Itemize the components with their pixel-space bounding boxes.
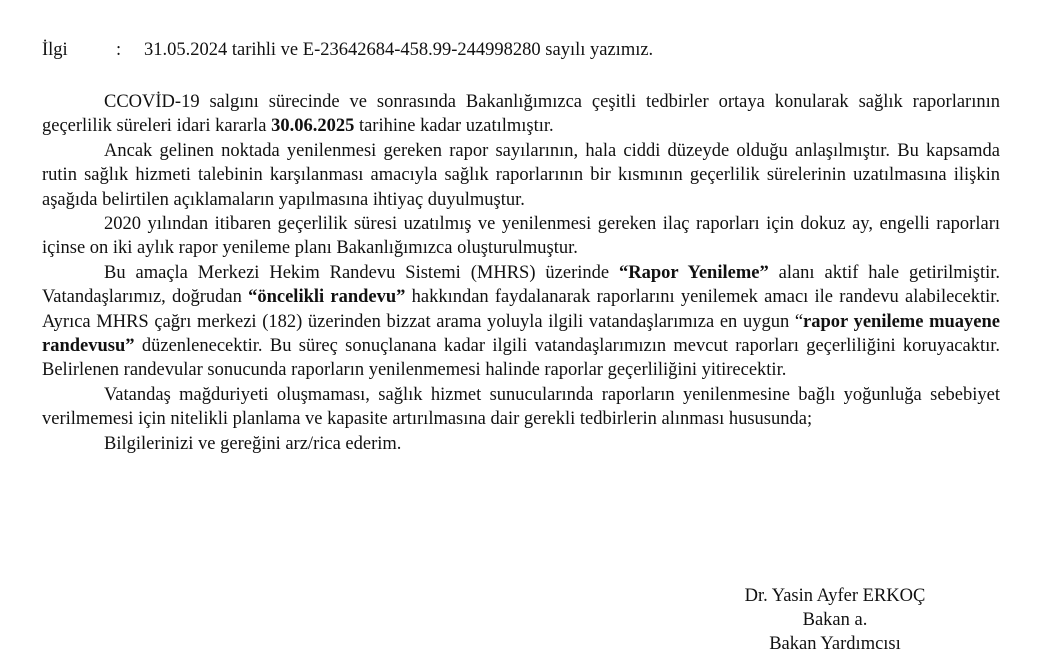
paragraph-4-bold-rapor-yenileme: “Rapor Yenileme” bbox=[619, 262, 769, 283]
paragraph-4-text-c: alanı aktif hale getirilmiştir. Vatandaşlarımız, doğrudan bbox=[42, 262, 1000, 308]
paragraph-1-date: 30.06.2025 bbox=[271, 116, 355, 137]
signatory-on-behalf: Bakan a. bbox=[802, 610, 868, 630]
reference-colon: : bbox=[116, 40, 122, 60]
paragraph-1 bbox=[42, 90, 1000, 139]
paragraph-6: Bilgilerinizi ve gereğini arz/rica ederim. bbox=[104, 433, 402, 454]
paragraph-2: Ancak gelinen noktada yenilenmesi gereken rapor sayılarının, hala ciddi düzeyde olduğu anlaşılmıştır. Bu kapsamda rutin sağlık hizmeti talebinin karşılanması amacıyla sağlık raporlarının bir kısmının geçerlilik sürelerinin uzatılmasına ilişkin aşağıda belirtilen açıklamaların yapılmasına ihtiyaç duyulmuştur. bbox=[42, 140, 1000, 210]
paragraph-4-text-e: hakkından faydalanarak raporlarını yenilemek amacı ile randevu alabilecektir. Ayrıca MHRS çağrı merkezi (182) üzerinden bizzat arama yoluyla ilgili vatandaşlarımıza en uygun “ bbox=[42, 287, 1001, 332]
paragraph-4-bold-oncelikli-randevu: “öncelikli randevu” bbox=[248, 287, 406, 308]
signatory-title: Bakan Yardımcısı bbox=[769, 634, 901, 654]
paragraph-5: Vatandaş mağduriyeti oluşmaması, sağlık hizmet sunucularında raporların yenilenmesine bağlı yoğunluğa sebebiyet verilmemesi için nitelikli planlama ve kapasite artırılmasına dair gerekli tedbirlerin alınması hususunda; bbox=[42, 384, 1000, 430]
paragraph-4 bbox=[42, 261, 1000, 383]
paragraph-1-text-c: tarihine kadar uzatılmıştır. bbox=[354, 116, 554, 137]
reference-label: İlgi bbox=[42, 40, 68, 60]
reference-text: 31.05.2024 tarihli ve E-23642684-458.99-244998280 sayılı yazımız. bbox=[144, 40, 654, 60]
paragraph-4-bold-muayene-randevusu: rapor yenileme muayene randevusu” bbox=[42, 311, 1000, 357]
paragraph-4-text-a: Bu amaçla Merkezi Hekim Randevu Sistemi (MHRS) üzerinde bbox=[104, 262, 620, 283]
paragraph-1-text-a: CCOVİD-19 salgını sürecinde ve sonrasında Bakanlığımızca çeşitli tedbirler ortaya konularak sağlık raporlarının geçerlilik süreleri idari kararla bbox=[42, 92, 1000, 137]
paragraph-3: 2020 yılından itibaren geçerlilik süresi uzatılmış ve yenilenmesi gereken ilaç raporları için dokuz ay, engelli raporları içinse on iki aylık rapor yenileme planı Bakanlığımızca oluşturulmuştur. bbox=[42, 214, 1000, 259]
signatory-name: Dr. Yasin Ayfer ERKOÇ bbox=[744, 586, 926, 606]
signature-block bbox=[690, 584, 980, 656]
paragraph-4-text-g: düzenlenecektir. Bu süreç sonuçlanana kadar ilgili vatandaşlarımızın mevcut raporları geçerliliğini koruyacaktır. Belirlenen randevular sonucunda raporların yenilenmemesi halinde raporlar geçerliliğini yitirecektir. bbox=[42, 336, 1000, 381]
reference-line bbox=[42, 38, 653, 62]
letter-body bbox=[42, 90, 1000, 456]
